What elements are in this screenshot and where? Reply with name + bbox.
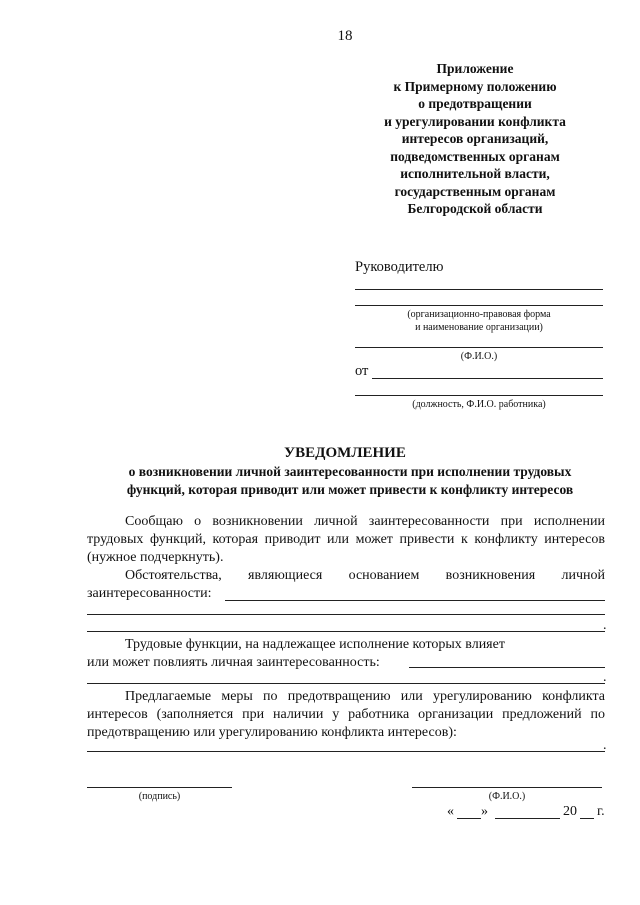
date-close-quote: » — [481, 804, 488, 819]
appendix-line: о предотвращении — [418, 96, 532, 111]
addressee-label: Руководителю — [355, 259, 444, 275]
appendix-line: к Примерному положению — [393, 78, 557, 94]
proposals-period: . — [603, 738, 607, 753]
job-functions-field-line-1[interactable] — [409, 667, 605, 668]
employee-field-line-2[interactable] — [355, 395, 603, 396]
fio-caption: (Ф.И.О.) — [488, 791, 526, 802]
appendix-line: государственным органам — [394, 183, 556, 199]
paragraph-2-label: заинтересованности: — [87, 586, 212, 601]
proposals-field-line[interactable] — [87, 751, 605, 752]
date-month-field[interactable] — [495, 818, 560, 819]
appendix-line: Белгородской области — [407, 201, 543, 216]
paragraph-4-body: интересов (заполняется при наличии у работника организации предложений по предотвращению или урегулированию конфликта интересов): — [87, 707, 605, 740]
organization-field-line-2[interactable] — [355, 305, 603, 306]
signature-caption: (подпись) — [138, 791, 181, 802]
paragraph-3-first-line: Трудовые функции, на надлежащее исполнение которых влияет — [125, 637, 505, 652]
appendix-line: и урегулировании конфликта — [384, 113, 566, 129]
job-functions-field-line-2[interactable] — [87, 683, 605, 684]
appendix-line: подведомственных органам — [390, 148, 560, 164]
appendix-line: исполнительной власти, — [400, 166, 550, 181]
document-title: УВЕДОМЛЕНИЕ — [284, 445, 406, 461]
subtitle-line: о возникновении личной заинтересованности при исполнении трудовых — [128, 464, 572, 479]
appendix-line: Приложение — [436, 61, 514, 76]
paragraph-3-label: или может повлиять личная заинтересованность: — [87, 655, 380, 670]
organization-caption: (организационно-правовая форма и наименование организации) — [407, 309, 551, 333]
organization-field-line-1[interactable] — [355, 289, 603, 290]
paragraph-1-body: трудовых функций, которая приводит или может привести к конфликту интересов (нужное подчеркнуть). — [87, 532, 605, 565]
head-fio-caption: (Ф.И.О.) — [460, 351, 498, 362]
date-year-suffix: г. — [597, 804, 605, 819]
from-label: от — [355, 363, 369, 379]
head-fio-field-line[interactable] — [355, 347, 603, 348]
appendix-header — [330, 60, 620, 218]
job-functions-period: . — [603, 670, 607, 685]
paragraph-2-first-line: Обстоятельства, являющиеся основанием возникновения личной — [125, 568, 605, 583]
fio-field-line[interactable] — [412, 787, 602, 788]
date-year-prefix: 20 — [563, 804, 577, 819]
page-number: 18 — [337, 28, 353, 44]
date-day-field[interactable] — [457, 818, 481, 819]
signature-field-line[interactable] — [87, 787, 232, 788]
date-year-field[interactable] — [580, 818, 594, 819]
employee-position-caption: (должность, Ф.И.О. работника) — [412, 399, 546, 410]
circumstances-field-line-2[interactable] — [87, 614, 605, 615]
circumstances-period: . — [603, 618, 607, 633]
circumstances-field-line-3[interactable] — [87, 631, 605, 632]
paragraph-1-first-line: Сообщаю о возникновении личной заинтересованности при исполнении — [125, 514, 605, 529]
date-open-quote: « — [447, 804, 454, 819]
appendix-line: интересов организаций, — [401, 131, 549, 146]
paragraph-4-first-line: Предлагаемые меры по предотвращению или урегулированию конфликта — [125, 689, 605, 704]
document-subtitle — [60, 463, 640, 499]
circumstances-field-line-1[interactable] — [225, 600, 605, 601]
employee-field-line-1[interactable] — [372, 378, 603, 379]
subtitle-line: функций, которая приводит или может привести к конфликту интересов — [126, 482, 574, 497]
